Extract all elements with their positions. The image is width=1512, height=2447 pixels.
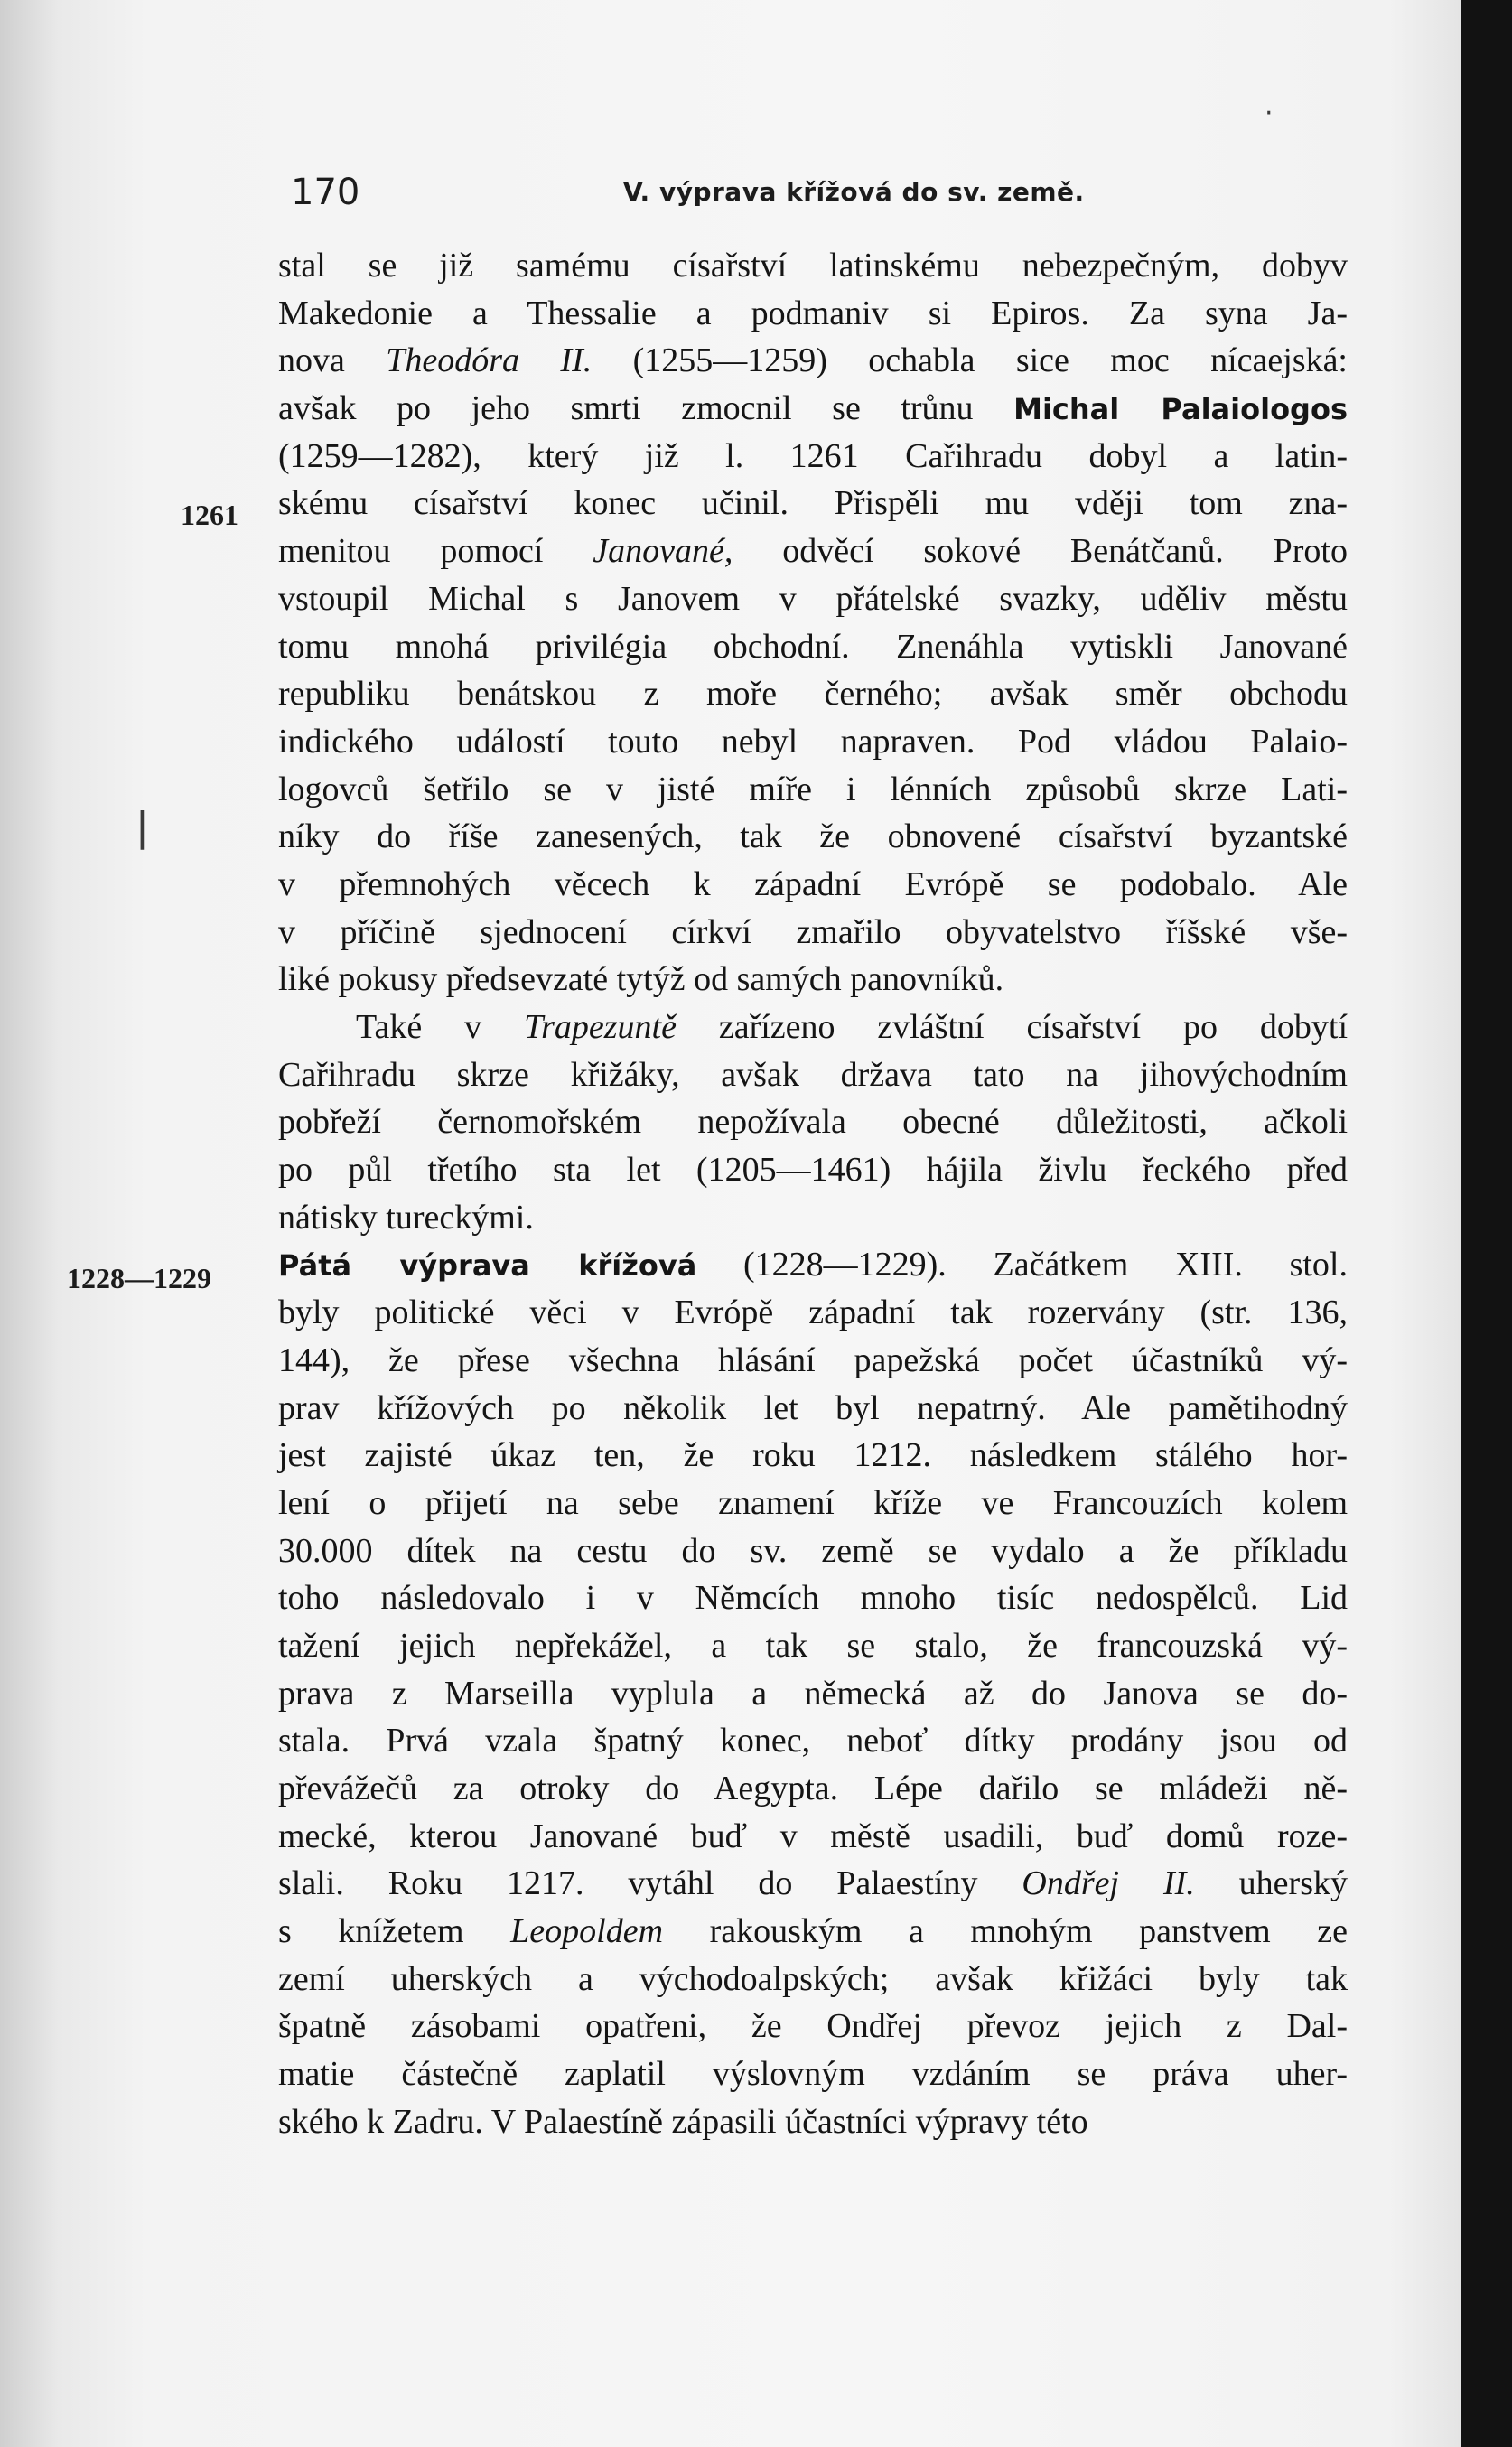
bold-heading: Pátá výprava křížová xyxy=(278,1248,697,1284)
text-line xyxy=(278,1004,1348,1051)
text-run: uherský xyxy=(1194,1864,1348,1903)
text-run: toho následovalo i v Němcích mnoho tisíc nedospělců. Lid xyxy=(278,1579,1348,1618)
text-line xyxy=(278,2098,1348,2146)
text-run: lení o přijetí na sebe znamení kříže ve Francouzích kolem xyxy=(278,1483,1348,1522)
italic-name: Leopoldem xyxy=(510,1912,664,1951)
text-line xyxy=(278,861,1348,909)
text-line xyxy=(278,337,1348,385)
text-line xyxy=(278,1527,1348,1575)
text-run: pobřeží černomořském nepožívala obecné důležitosti, ačkoli xyxy=(278,1103,1348,1142)
text-line xyxy=(278,290,1348,338)
text-run: menitou pomocí xyxy=(278,532,593,571)
text-line xyxy=(278,1051,1348,1099)
text-line xyxy=(278,1432,1348,1480)
text-line xyxy=(278,1098,1348,1146)
page-header xyxy=(291,172,1357,226)
text-line xyxy=(278,1574,1348,1622)
body-text xyxy=(278,242,1348,2146)
text-run: stala. Prvá vzala špatný konec, neboť dítky prodány jsou od xyxy=(278,1722,1348,1761)
margin-mark: | xyxy=(135,804,149,850)
italic-name: Trapezuntě xyxy=(524,1008,677,1046)
italic-name: Janované, xyxy=(593,532,733,571)
text-line xyxy=(278,909,1348,957)
text-run: prava z Marseilla vyplula a německá až do Janova se do- xyxy=(278,1674,1348,1713)
text-run: níky do říše zanesených, tak že obnovené císařství byzantské xyxy=(278,817,1348,856)
text-run: skému císařství konec učinil. Přispěli mu vději tom zna- xyxy=(278,484,1348,523)
margin-note-1228-1229: 1228—1229 xyxy=(67,1262,211,1294)
text-line xyxy=(278,528,1348,575)
text-line xyxy=(278,1813,1348,1861)
page-number: 170 xyxy=(291,172,360,213)
text-run: (1259—1282), který již l. 1261 Cařihradu dobyl a latin- xyxy=(278,436,1348,475)
text-run: nátisky tureckými. xyxy=(278,1198,534,1237)
text-line xyxy=(278,242,1348,290)
text-run: v příčině sjednocení církví zmařilo obyvatelstvo říšské vše- xyxy=(278,912,1348,951)
text-run: liké pokusy předsevzaté tytýž od samých panovníků. xyxy=(278,960,1004,999)
text-run: špatně zásobami opatřeni, že Ondřej převoz jejich z Dal- xyxy=(278,2007,1348,2046)
text-line xyxy=(278,1717,1348,1765)
text-line xyxy=(278,1337,1348,1385)
text-run: tomu mnohá privilégia obchodní. Znenáhla vytiskli Janované xyxy=(278,627,1348,666)
text-run: (1228—1229). Začátkem XIII. stol. xyxy=(696,1246,1348,1284)
text-line xyxy=(278,718,1348,766)
text-run: zařízeno zvláštní císařství po dobytí xyxy=(676,1008,1348,1046)
text-line xyxy=(278,1289,1348,1337)
text-line xyxy=(278,1241,1348,1289)
text-run: stal se již samému císařství latinskému nebezpečným, dobyv xyxy=(278,247,1348,285)
scan-edge xyxy=(1461,0,1512,2447)
text-run: byly politické věci v Evrópě západní tak rozervány (str. 136, xyxy=(278,1294,1348,1332)
text-run: 30.000 dítek na cestu do sv. země se vydalo a že příkladu xyxy=(278,1531,1348,1570)
text-line xyxy=(278,575,1348,623)
text-run: Také v xyxy=(356,1008,525,1046)
text-line xyxy=(278,1860,1348,1908)
text-run: v přemnohých věcech k západní Evrópě se podobalo. Ale xyxy=(278,864,1348,903)
text-run: logovců šetřilo se v jisté míře i lénních způsobů skrze Lati- xyxy=(278,770,1348,808)
text-run: vstoupil Michal s Janovem v přátelské svazky, uděliv městu xyxy=(278,579,1348,618)
text-run: rakouským a mnohým panstvem ze xyxy=(663,1912,1349,1951)
text-run: indického událostí touto nebyl napraven. Pod vládou Palaio- xyxy=(278,722,1348,761)
text-line xyxy=(278,1908,1348,1956)
text-run: slali. Roku 1217. vytáhl do Palaestíny xyxy=(278,1864,1022,1903)
margin-note-1261: 1261 xyxy=(181,499,238,531)
text-run: (1255—1259) ochabla sice moc nícaejská: xyxy=(592,341,1348,380)
text-run: matie částečně zaplatil výslovným vzdáním se práva uher- xyxy=(278,2055,1348,2094)
text-line xyxy=(278,623,1348,671)
text-run: Cařihradu skrze křižáky, avšak država tato na jihovýchodním xyxy=(278,1055,1348,1094)
italic-name: Ondřej II. xyxy=(1022,1864,1195,1903)
italic-name: Theodóra II. xyxy=(386,341,593,380)
text-run: nova xyxy=(278,341,387,380)
text-run: zemí uherských a východoalpských; avšak křižáci byly tak xyxy=(278,1959,1348,1998)
text-line xyxy=(278,2050,1348,2098)
text-line xyxy=(278,1765,1348,1813)
text-line xyxy=(278,670,1348,718)
text-run: převážečů za otroky do Aegypta. Lépe dařilo se mládeži ně- xyxy=(278,1770,1348,1807)
text-line xyxy=(278,385,1348,433)
text-line xyxy=(278,1385,1348,1433)
text-line xyxy=(278,1146,1348,1194)
text-run: mecké, kterou Janované buď v městě usadili, buď domů roze- xyxy=(278,1817,1348,1855)
margin-mark: · xyxy=(1265,98,1274,129)
text-line xyxy=(278,2003,1348,2050)
text-line xyxy=(278,480,1348,528)
text-run: republiku benátskou z moře černého; avšak směr obchodu xyxy=(278,675,1348,714)
text-line xyxy=(278,1480,1348,1527)
text-line xyxy=(278,956,1348,1004)
text-line xyxy=(278,1622,1348,1670)
text-run: Makedonie a Thessalie a podmaniv si Epiros. Za syna Ja- xyxy=(278,294,1348,332)
text-line xyxy=(278,1670,1348,1718)
text-run: 144), že přese všechna hlásání papežská počet účastníků vý- xyxy=(278,1340,1348,1379)
text-run: prav křížových po několik let byl nepatrný. Ale pamětihodný xyxy=(278,1388,1348,1427)
text-line xyxy=(278,1956,1348,2003)
text-run: po půl třetího sta let (1205—1461) hájila živlu řeckého před xyxy=(278,1151,1348,1190)
text-run: ského k Zadru. V Palaestíně zápasili účastníci výpravy této xyxy=(278,2102,1088,2141)
text-line xyxy=(278,433,1348,481)
text-run: tažení jejich nepřekážel, a tak se stalo, že francouzská vý- xyxy=(278,1626,1348,1665)
text-line xyxy=(278,813,1348,861)
text-line xyxy=(278,766,1348,814)
text-run: avšak po jeho smrti zmocnil se trůnu xyxy=(278,389,1014,428)
text-run: odvěcí sokové Benátčanů. Proto xyxy=(733,532,1348,571)
text-run: jest zajisté úkaz ten, že roku 1212. následkem stálého hor- xyxy=(278,1436,1348,1475)
text-line xyxy=(278,1194,1348,1242)
running-head: V. výprava křížová do sv. země. xyxy=(623,177,1085,207)
text-run: s knížetem xyxy=(278,1912,511,1951)
bold-heading: Michal Palaiologos xyxy=(1013,392,1348,427)
